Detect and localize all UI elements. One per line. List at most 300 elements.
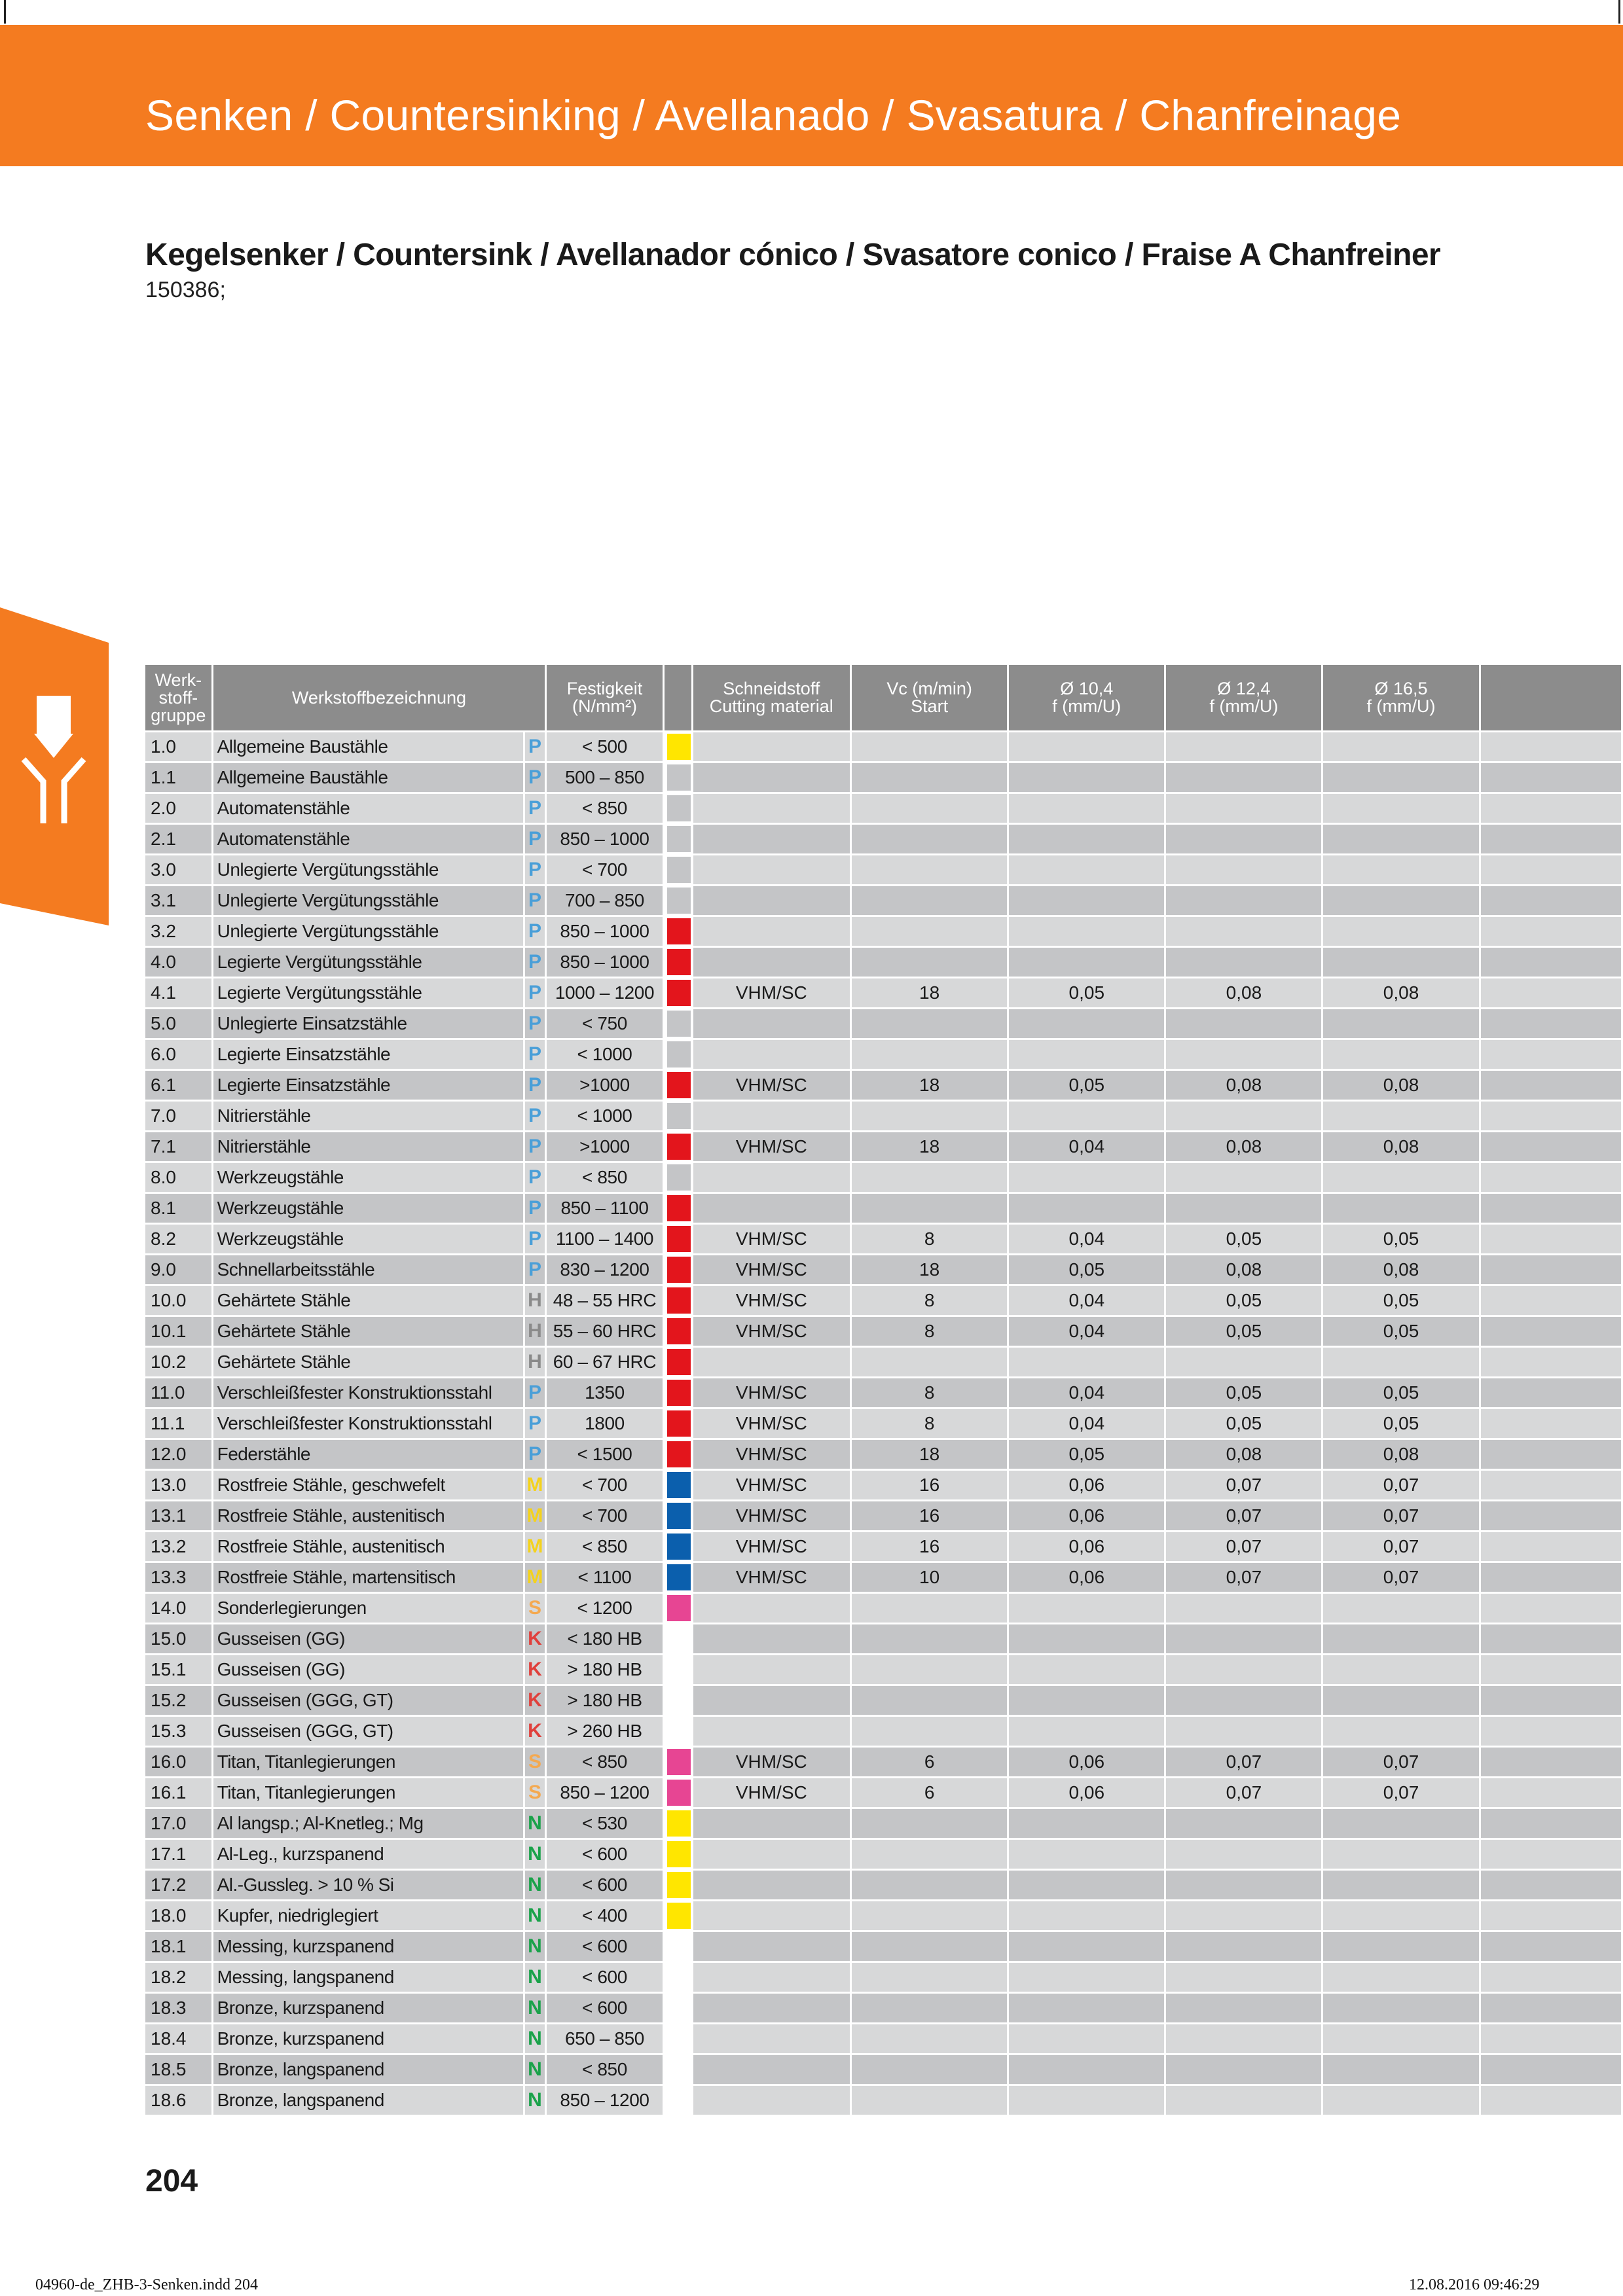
feed-d1-cell bbox=[1009, 1807, 1166, 1838]
strength-cell: < 700 bbox=[547, 853, 664, 884]
feed-d1-cell bbox=[1009, 1007, 1166, 1038]
iso-class-cell: P bbox=[525, 1130, 547, 1161]
table-row bbox=[145, 946, 1623, 977]
feed-d3-cell: 0,05 bbox=[1323, 1376, 1480, 1407]
empty-cell bbox=[1481, 2084, 1623, 2115]
table-row bbox=[145, 1100, 1623, 1130]
iso-class-cell: P bbox=[525, 761, 547, 792]
material-group-cell: 13.2 bbox=[145, 1530, 213, 1561]
color-swatch bbox=[667, 1134, 691, 1160]
table-row bbox=[145, 1653, 1623, 1684]
feed-d2-cell bbox=[1166, 2022, 1323, 2053]
coolant-swatch-cell bbox=[665, 884, 693, 915]
table-row bbox=[145, 1315, 1623, 1346]
cutting-material-cell: VHM/SC bbox=[693, 1561, 852, 1592]
feed-d3-cell bbox=[1323, 1684, 1480, 1715]
iso-class-cell: P bbox=[525, 1407, 547, 1438]
cutting-speed-cell bbox=[852, 1653, 1009, 1684]
material-group-cell: 17.0 bbox=[145, 1807, 213, 1838]
iso-class-cell: P bbox=[525, 730, 547, 761]
empty-cell bbox=[1481, 1407, 1623, 1438]
material-name-cell: Schnellarbeitsstähle bbox=[213, 1253, 525, 1284]
cutting-speed-cell bbox=[852, 1838, 1009, 1869]
coolant-swatch-cell bbox=[665, 1746, 693, 1776]
material-name-cell: Gehärtete Stähle bbox=[213, 1284, 525, 1315]
strength-cell: 1100 – 1400 bbox=[547, 1223, 664, 1253]
material-name-cell: Bronze, kurzspanend bbox=[213, 1992, 525, 2022]
feed-d2-cell bbox=[1166, 1961, 1323, 1992]
material-group-cell: 11.1 bbox=[145, 1407, 213, 1438]
cutting-speed-cell: 16 bbox=[852, 1469, 1009, 1499]
cutting-speed-cell bbox=[852, 1684, 1009, 1715]
coolant-swatch-cell bbox=[665, 853, 693, 884]
feed-d1-cell: 0,06 bbox=[1009, 1746, 1166, 1776]
material-name-cell: Bronze, langspanend bbox=[213, 2084, 525, 2115]
feed-d3-cell bbox=[1323, 1007, 1480, 1038]
table-row bbox=[145, 1130, 1623, 1161]
color-swatch bbox=[667, 764, 691, 791]
iso-class-cell: P bbox=[525, 1192, 547, 1223]
cutting-speed-cell: 6 bbox=[852, 1776, 1009, 1807]
coolant-swatch-cell bbox=[665, 823, 693, 853]
cutting-speed-cell bbox=[852, 1715, 1009, 1746]
material-name-cell: Bronze, langspanend bbox=[213, 2053, 525, 2084]
cutting-material-cell bbox=[693, 761, 852, 792]
iso-class-cell: H bbox=[525, 1284, 547, 1315]
iso-class-cell: P bbox=[525, 1161, 547, 1192]
strength-cell: < 1200 bbox=[547, 1592, 664, 1623]
feed-d2-cell bbox=[1166, 1684, 1323, 1715]
feed-d3-cell bbox=[1323, 1346, 1480, 1376]
coolant-swatch-cell bbox=[665, 1469, 693, 1499]
feed-d3-cell bbox=[1323, 1715, 1480, 1746]
material-group-cell: 16.1 bbox=[145, 1776, 213, 1807]
color-swatch bbox=[667, 1657, 691, 1683]
crop-mark-right bbox=[1618, 0, 1620, 24]
section-tab bbox=[0, 607, 109, 925]
cutting-material-cell bbox=[693, 1930, 852, 1961]
material-name-cell: Messing, kurzspanend bbox=[213, 1930, 525, 1961]
color-swatch bbox=[667, 1195, 691, 1221]
iso-class-cell: P bbox=[525, 1438, 547, 1469]
material-group-cell: 17.2 bbox=[145, 1869, 213, 1899]
cutting-speed-cell bbox=[852, 792, 1009, 823]
feed-d2-cell: 0,05 bbox=[1166, 1284, 1323, 1315]
empty-cell bbox=[1481, 1284, 1623, 1315]
col-header-swatch bbox=[665, 665, 693, 730]
strength-cell: < 700 bbox=[547, 1499, 664, 1530]
col-header-vc: Vc (m/min) Start bbox=[852, 665, 1009, 730]
cutting-material-cell: VHM/SC bbox=[693, 1746, 852, 1776]
feed-d2-cell bbox=[1166, 2084, 1323, 2115]
table-row bbox=[145, 853, 1623, 884]
feed-d1-cell: 0,04 bbox=[1009, 1284, 1166, 1315]
cutting-material-cell: VHM/SC bbox=[693, 1530, 852, 1561]
print-slug-right: 12.08.2016 09:46:29 bbox=[1409, 2276, 1540, 2293]
empty-cell bbox=[1481, 1653, 1623, 1684]
material-name-cell: Verschleißfester Konstruktionsstahl bbox=[213, 1376, 525, 1407]
feed-d2-cell: 0,05 bbox=[1166, 1376, 1323, 1407]
empty-cell bbox=[1481, 1499, 1623, 1530]
color-swatch bbox=[667, 1933, 691, 1960]
color-swatch bbox=[667, 857, 691, 883]
feed-d3-cell: 0,07 bbox=[1323, 1746, 1480, 1776]
table-row bbox=[145, 1499, 1623, 1530]
feed-d2-cell bbox=[1166, 1100, 1323, 1130]
cutting-speed-cell bbox=[852, 1100, 1009, 1130]
strength-cell: 1350 bbox=[547, 1376, 664, 1407]
feed-d2-cell bbox=[1166, 1623, 1323, 1653]
empty-cell bbox=[1481, 1869, 1623, 1899]
cutting-speed-cell bbox=[852, 1192, 1009, 1223]
empty-cell bbox=[1481, 761, 1623, 792]
iso-class-cell: P bbox=[525, 1007, 547, 1038]
material-name-cell: Gehärtete Stähle bbox=[213, 1346, 525, 1376]
feed-d2-cell bbox=[1166, 1992, 1323, 2022]
feed-d3-cell bbox=[1323, 2084, 1480, 2115]
coolant-swatch-cell bbox=[665, 1346, 693, 1376]
material-name-cell: Al langsp.; Al-Knetleg.; Mg bbox=[213, 1807, 525, 1838]
table-row bbox=[145, 1407, 1623, 1438]
feed-d3-cell bbox=[1323, 761, 1480, 792]
feed-d1-cell: 0,05 bbox=[1009, 1253, 1166, 1284]
strength-cell: < 400 bbox=[547, 1899, 664, 1930]
strength-cell: 650 – 850 bbox=[547, 2022, 664, 2053]
cutting-material-cell bbox=[693, 1192, 852, 1223]
material-name-cell: Automatenstähle bbox=[213, 792, 525, 823]
cutting-speed-cell: 8 bbox=[852, 1284, 1009, 1315]
iso-class-cell: M bbox=[525, 1530, 547, 1561]
material-name-cell: Allgemeine Baustähle bbox=[213, 730, 525, 761]
feed-d3-cell: 0,05 bbox=[1323, 1407, 1480, 1438]
feed-d1-cell bbox=[1009, 1684, 1166, 1715]
feed-d3-cell bbox=[1323, 2022, 1480, 2053]
color-swatch bbox=[667, 1780, 691, 1806]
material-group-cell: 6.0 bbox=[145, 1038, 213, 1069]
table-row bbox=[145, 1561, 1623, 1592]
material-name-cell: Messing, langspanend bbox=[213, 1961, 525, 1992]
color-swatch bbox=[667, 1287, 691, 1314]
feed-d2-cell bbox=[1166, 1346, 1323, 1376]
cutting-speed-cell: 18 bbox=[852, 1069, 1009, 1100]
feed-d1-cell bbox=[1009, 1715, 1166, 1746]
material-name-cell: Gehärtete Stähle bbox=[213, 1315, 525, 1346]
feed-d2-cell: 0,05 bbox=[1166, 1315, 1323, 1346]
material-name-cell: Unlegierte Vergütungsstähle bbox=[213, 915, 525, 946]
coolant-swatch-cell bbox=[665, 1192, 693, 1223]
empty-cell bbox=[1481, 1315, 1623, 1346]
strength-cell: 48 – 55 HRC bbox=[547, 1284, 664, 1315]
cutting-material-cell: VHM/SC bbox=[693, 1069, 852, 1100]
feed-d3-cell bbox=[1323, 946, 1480, 977]
material-name-cell: Werkzeugstähle bbox=[213, 1161, 525, 1192]
col-header-empty bbox=[1481, 665, 1623, 730]
iso-class-cell: N bbox=[525, 1961, 547, 1992]
feed-d1-cell: 0,06 bbox=[1009, 1530, 1166, 1561]
cutting-material-cell bbox=[693, 884, 852, 915]
material-name-cell: Titan, Titanlegierungen bbox=[213, 1776, 525, 1807]
table-row bbox=[145, 1530, 1623, 1561]
color-swatch bbox=[667, 734, 691, 760]
material-group-cell: 16.0 bbox=[145, 1746, 213, 1776]
feed-d2-cell bbox=[1166, 1807, 1323, 1838]
feed-d2-cell: 0,07 bbox=[1166, 1530, 1323, 1561]
material-group-cell: 8.2 bbox=[145, 1223, 213, 1253]
feed-d3-cell bbox=[1323, 1807, 1480, 1838]
coolant-swatch-cell bbox=[665, 1438, 693, 1469]
feed-d3-cell bbox=[1323, 823, 1480, 853]
material-group-cell: 15.0 bbox=[145, 1623, 213, 1653]
material-group-cell: 8.1 bbox=[145, 1192, 213, 1223]
color-swatch bbox=[667, 1349, 691, 1375]
material-group-cell: 1.1 bbox=[145, 761, 213, 792]
feed-d3-cell: 0,05 bbox=[1323, 1315, 1480, 1346]
iso-class-cell: N bbox=[525, 1838, 547, 1869]
material-group-cell: 7.1 bbox=[145, 1130, 213, 1161]
cutting-material-cell: VHM/SC bbox=[693, 1776, 852, 1807]
feed-d1-cell: 0,04 bbox=[1009, 1376, 1166, 1407]
material-group-cell: 3.0 bbox=[145, 853, 213, 884]
iso-class-cell: P bbox=[525, 792, 547, 823]
cutting-speed-cell: 8 bbox=[852, 1376, 1009, 1407]
empty-cell bbox=[1481, 884, 1623, 915]
strength-cell: < 850 bbox=[547, 1530, 664, 1561]
material-group-cell: 13.1 bbox=[145, 1499, 213, 1530]
material-name-cell: Werkzeugstähle bbox=[213, 1223, 525, 1253]
cutting-speed-cell bbox=[852, 946, 1009, 977]
material-group-cell: 8.0 bbox=[145, 1161, 213, 1192]
material-name-cell: Allgemeine Baustähle bbox=[213, 761, 525, 792]
iso-class-cell: P bbox=[525, 977, 547, 1007]
color-swatch bbox=[667, 1103, 691, 1129]
feed-d3-cell: 0,08 bbox=[1323, 1130, 1480, 1161]
table-row bbox=[145, 1038, 1623, 1069]
empty-cell bbox=[1481, 1007, 1623, 1038]
coolant-swatch-cell bbox=[665, 1038, 693, 1069]
material-name-cell: Gusseisen (GG) bbox=[213, 1623, 525, 1653]
strength-cell: < 600 bbox=[547, 1869, 664, 1899]
strength-cell: < 600 bbox=[547, 1961, 664, 1992]
strength-cell: 850 – 1100 bbox=[547, 1192, 664, 1223]
color-swatch bbox=[667, 1318, 691, 1344]
coolant-swatch-cell bbox=[665, 1069, 693, 1100]
feed-d1-cell bbox=[1009, 730, 1166, 761]
color-swatch bbox=[667, 1872, 691, 1898]
cutting-data-table bbox=[145, 665, 1623, 2115]
feed-d2-cell: 0,07 bbox=[1166, 1499, 1323, 1530]
cutting-speed-cell bbox=[852, 1961, 1009, 1992]
table-row bbox=[145, 977, 1623, 1007]
cutting-material-cell: VHM/SC bbox=[693, 1376, 852, 1407]
cutting-speed-cell bbox=[852, 1807, 1009, 1838]
table-row bbox=[145, 1776, 1623, 1807]
table-row bbox=[145, 1469, 1623, 1499]
feed-d2-cell bbox=[1166, 823, 1323, 853]
empty-cell bbox=[1481, 1715, 1623, 1746]
table-row bbox=[145, 1376, 1623, 1407]
cutting-material-cell bbox=[693, 1684, 852, 1715]
cutting-speed-cell bbox=[852, 2084, 1009, 2115]
feed-d2-cell: 0,05 bbox=[1166, 1407, 1323, 1438]
material-group-cell: 13.0 bbox=[145, 1469, 213, 1499]
table-row bbox=[145, 1684, 1623, 1715]
feed-d2-cell: 0,08 bbox=[1166, 1438, 1323, 1469]
material-group-cell: 18.2 bbox=[145, 1961, 213, 1992]
coolant-swatch-cell bbox=[665, 1992, 693, 2022]
table-row bbox=[145, 1592, 1623, 1623]
feed-d1-cell: 0,04 bbox=[1009, 1407, 1166, 1438]
material-name-cell: Rostfreie Stähle, geschwefelt bbox=[213, 1469, 525, 1499]
coolant-swatch-cell bbox=[665, 1869, 693, 1899]
cutting-material-cell bbox=[693, 853, 852, 884]
material-name-cell: Unlegierte Einsatzstähle bbox=[213, 1007, 525, 1038]
iso-class-cell: K bbox=[525, 1684, 547, 1715]
feed-d2-cell bbox=[1166, 1838, 1323, 1869]
feed-d1-cell bbox=[1009, 884, 1166, 915]
material-name-cell: Werkzeugstähle bbox=[213, 1192, 525, 1223]
cutting-material-cell bbox=[693, 2053, 852, 2084]
iso-class-cell: N bbox=[525, 2084, 547, 2115]
coolant-swatch-cell bbox=[665, 1838, 693, 1869]
material-name-cell: Legierte Vergütungsstähle bbox=[213, 977, 525, 1007]
feed-d1-cell: 0,06 bbox=[1009, 1561, 1166, 1592]
empty-cell bbox=[1481, 1223, 1623, 1253]
strength-cell: < 750 bbox=[547, 1007, 664, 1038]
empty-cell bbox=[1481, 915, 1623, 946]
strength-cell: > 180 HB bbox=[547, 1653, 664, 1684]
iso-class-cell: K bbox=[525, 1623, 547, 1653]
color-swatch bbox=[667, 1964, 691, 1990]
material-name-cell: Unlegierte Vergütungsstähle bbox=[213, 853, 525, 884]
color-swatch bbox=[667, 1995, 691, 2021]
material-group-cell: 15.1 bbox=[145, 1653, 213, 1684]
material-group-cell: 4.0 bbox=[145, 946, 213, 977]
material-name-cell: Nitrierstähle bbox=[213, 1130, 525, 1161]
strength-cell: < 600 bbox=[547, 1838, 664, 1869]
cutting-material-cell bbox=[693, 730, 852, 761]
empty-cell bbox=[1481, 1776, 1623, 1807]
strength-cell: >1000 bbox=[547, 1130, 664, 1161]
coolant-swatch-cell bbox=[665, 1715, 693, 1746]
cutting-speed-cell: 6 bbox=[852, 1746, 1009, 1776]
coolant-swatch-cell bbox=[665, 1807, 693, 1838]
strength-cell: 55 – 60 HRC bbox=[547, 1315, 664, 1346]
strength-cell: < 600 bbox=[547, 1992, 664, 2022]
col-header-d2: Ø 12,4 f (mm/U) bbox=[1166, 665, 1323, 730]
cutting-material-cell bbox=[693, 1623, 852, 1653]
material-group-cell: 1.0 bbox=[145, 730, 213, 761]
empty-cell bbox=[1481, 1961, 1623, 1992]
feed-d1-cell bbox=[1009, 1592, 1166, 1623]
feed-d1-cell bbox=[1009, 915, 1166, 946]
feed-d1-cell: 0,04 bbox=[1009, 1315, 1166, 1346]
feed-d2-cell bbox=[1166, 884, 1323, 915]
iso-class-cell: M bbox=[525, 1561, 547, 1592]
feed-d1-cell: 0,05 bbox=[1009, 1069, 1166, 1100]
feed-d3-cell: 0,07 bbox=[1323, 1499, 1480, 1530]
iso-class-cell: P bbox=[525, 884, 547, 915]
table-row bbox=[145, 915, 1623, 946]
material-group-cell: 10.2 bbox=[145, 1346, 213, 1376]
feed-d3-cell: 0,08 bbox=[1323, 1438, 1480, 1469]
cutting-speed-cell: 18 bbox=[852, 977, 1009, 1007]
cutting-speed-cell bbox=[852, 1346, 1009, 1376]
cutting-speed-cell bbox=[852, 1161, 1009, 1192]
coolant-swatch-cell bbox=[665, 946, 693, 977]
feed-d3-cell bbox=[1323, 853, 1480, 884]
table-row bbox=[145, 1192, 1623, 1223]
table-row bbox=[145, 1869, 1623, 1899]
feed-d2-cell: 0,08 bbox=[1166, 1069, 1323, 1100]
cutting-speed-cell bbox=[852, 1038, 1009, 1069]
table-row bbox=[145, 1161, 1623, 1192]
cutting-speed-cell: 16 bbox=[852, 1530, 1009, 1561]
material-group-cell: 18.3 bbox=[145, 1992, 213, 2022]
iso-class-cell: M bbox=[525, 1469, 547, 1499]
feed-d2-cell bbox=[1166, 1007, 1323, 1038]
feed-d2-cell bbox=[1166, 730, 1323, 761]
feed-d1-cell bbox=[1009, 1838, 1166, 1869]
material-name-cell: Rostfreie Stähle, martensitisch bbox=[213, 1561, 525, 1592]
coolant-swatch-cell bbox=[665, 2022, 693, 2053]
strength-cell: < 850 bbox=[547, 1746, 664, 1776]
feed-d1-cell bbox=[1009, 1192, 1166, 1223]
cutting-speed-cell: 8 bbox=[852, 1315, 1009, 1346]
material-name-cell: Legierte Einsatzstähle bbox=[213, 1069, 525, 1100]
material-name-cell: Verschleißfester Konstruktionsstahl bbox=[213, 1407, 525, 1438]
cutting-speed-cell: 18 bbox=[852, 1438, 1009, 1469]
table-header-row bbox=[145, 665, 1623, 730]
cutting-material-cell bbox=[693, 1592, 852, 1623]
material-name-cell: Gusseisen (GGG, GT) bbox=[213, 1715, 525, 1746]
color-swatch bbox=[667, 1841, 691, 1867]
cutting-material-cell bbox=[693, 2084, 852, 2115]
feed-d1-cell: 0,04 bbox=[1009, 1130, 1166, 1161]
cutting-speed-cell bbox=[852, 1007, 1009, 1038]
feed-d2-cell bbox=[1166, 1161, 1323, 1192]
cutting-material-cell: VHM/SC bbox=[693, 1407, 852, 1438]
color-swatch bbox=[667, 826, 691, 852]
coolant-swatch-cell bbox=[665, 761, 693, 792]
iso-class-cell: P bbox=[525, 1038, 547, 1069]
feed-d2-cell: 0,07 bbox=[1166, 1776, 1323, 1807]
cutting-material-cell bbox=[693, 946, 852, 977]
table-body bbox=[145, 730, 1623, 2115]
iso-class-cell: P bbox=[525, 823, 547, 853]
cutting-material-cell bbox=[693, 1100, 852, 1130]
feed-d1-cell bbox=[1009, 1346, 1166, 1376]
color-swatch bbox=[667, 1441, 691, 1467]
col-header-d3: Ø 16,5 f (mm/U) bbox=[1323, 665, 1480, 730]
feed-d1-cell: 0,06 bbox=[1009, 1499, 1166, 1530]
cutting-speed-cell bbox=[852, 853, 1009, 884]
feed-d1-cell: 0,04 bbox=[1009, 1223, 1166, 1253]
material-group-cell: 14.0 bbox=[145, 1592, 213, 1623]
cutting-speed-cell: 18 bbox=[852, 1130, 1009, 1161]
table-row bbox=[145, 730, 1623, 761]
strength-cell: < 180 HB bbox=[547, 1623, 664, 1653]
material-group-cell: 11.0 bbox=[145, 1376, 213, 1407]
material-group-cell: 18.0 bbox=[145, 1899, 213, 1930]
feed-d3-cell: 0,08 bbox=[1323, 1253, 1480, 1284]
color-swatch bbox=[667, 888, 691, 914]
table-row bbox=[145, 1623, 1623, 1653]
color-swatch bbox=[667, 1072, 691, 1098]
table-row bbox=[145, 1007, 1623, 1038]
cutting-material-cell bbox=[693, 1807, 852, 1838]
table-row bbox=[145, 1992, 1623, 2022]
iso-class-cell: P bbox=[525, 1376, 547, 1407]
